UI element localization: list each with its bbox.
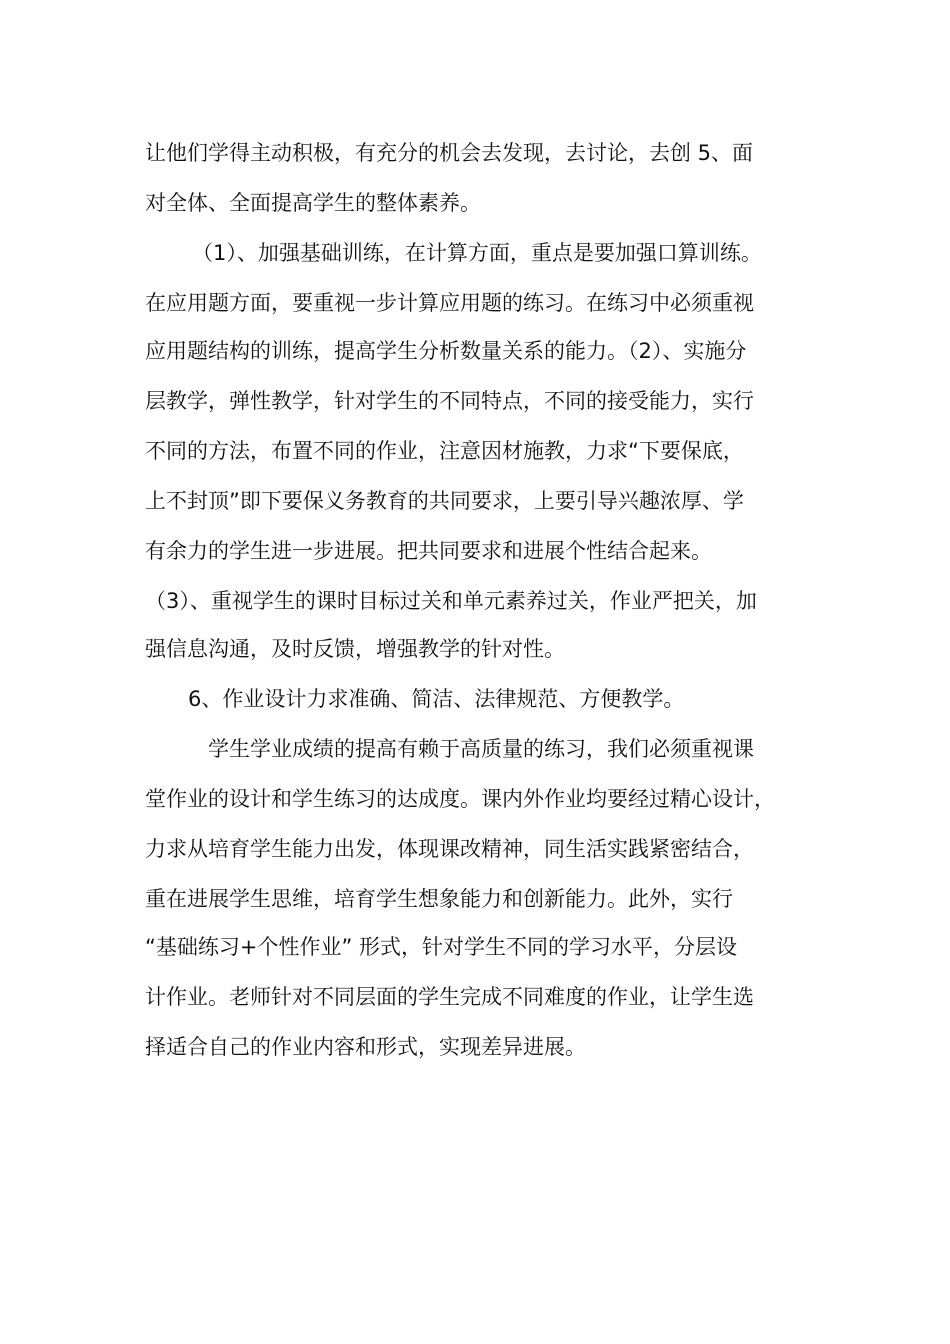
text-line: 有余力的学生进一步进展。把共同要求和进展个性结合起来。 [145,539,712,563]
text-line: 上不封顶”即下要保义务教育的共同要求，上要引导兴趣浓厚、学 [145,489,744,513]
text-line: 在应用题方面，要重视一步计算应用题的练习。在练习中必须重视 [145,291,754,315]
text-line: （1）、加强基础训练，在计算方面，重点是要加强口算训练。 [192,241,762,265]
text-line: 强信息沟通，及时反馈，增强教学的针对性。 [145,637,565,661]
text-line: 让他们学得主动积极，有充分的机会去发现，去讨论，去创 5、面 [145,141,754,165]
text-line: 应用题结构的训练，提高学生分析数量关系的能力。（2）、实施分 [145,339,747,363]
text-line: 重在进展学生思维，培育学生想象能力和创新能力。此外，实行 [145,887,733,911]
text-line: 对全体、全面提高学生的整体素养。 [145,191,481,215]
text-line: 不同的方法，布置不同的作业，注意因材施教，力求“下要保底， [145,439,744,463]
text-line: 堂作业的设计和学生练习的达成度。课内外作业均要经过精心设计， [145,787,775,811]
text-line: 力求从培育学生能力出发，体现课改精神，同生活实践紧密结合， [145,837,754,861]
text-line: 层教学，弹性教学，针对学生的不同特点，不同的接受能力，实行 [145,389,754,413]
text-line: 择适合自己的作业内容和形式，实现差异进展。 [145,1035,586,1059]
text-line: 计作业。老师针对不同层面的学生完成不同难度的作业，让学生选 [145,985,754,1009]
text-line: 学生学业成绩的提高有赖于高质量的练习，我们必须重视课 [208,737,754,761]
text-line: （3）、重视学生的课时目标过关和单元素养过关，作业严把关，加 [145,589,757,613]
text-line: 6、作业设计力求准确、简洁、法律规范、方便教学。 [188,687,685,711]
text-line: “基础练习+个性作业” 形式，针对学生不同的学习水平，分层设 [145,935,738,959]
